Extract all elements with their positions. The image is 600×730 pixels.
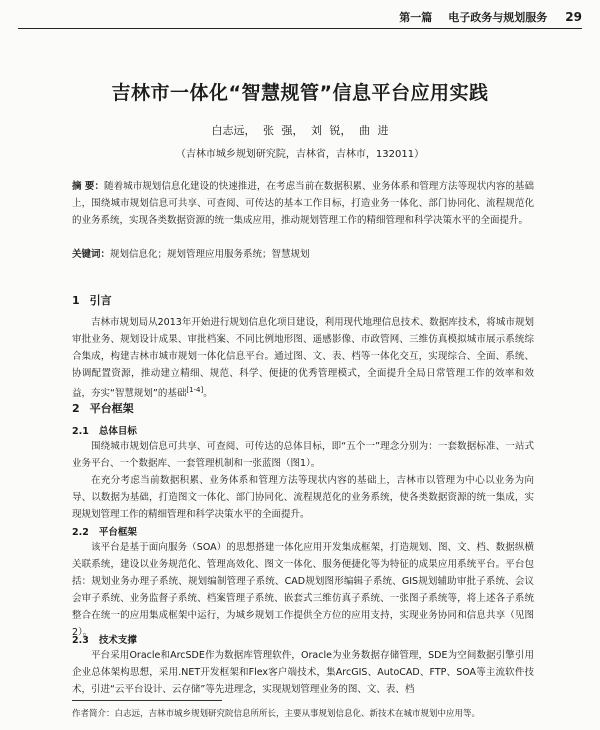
subsection-heading-goal xyxy=(72,423,137,437)
paper-title: 吉林市一体化“智慧规管”信息平台应用实践 xyxy=(111,82,489,104)
subsection-number: 2.1 xyxy=(72,426,89,437)
author-footnote: 作者简介：白志远，吉林市城乡规划研究院信息所所长，主要从事规划信息化、新技术在城市规划中应用等。 xyxy=(72,709,481,719)
subsection-title: 总体目标 xyxy=(98,426,137,437)
subsection-number: 2.2 xyxy=(72,527,89,538)
intro-paragraph xyxy=(72,314,534,402)
framework-paragraph: 该平台是基于面向服务（SOA）的思想搭建一体化应用开发集成框架，打造规划、图、文、档、数据纵横关联系统，建设以业务规范化、管理高效化、图文一体化、服务便捷化等为特征的成果应用系统平台。平台包括：规划业务办理子系统、规划编制管理子系统、CAD规划图形编辑子系统、GIS规划辅助审批子系统、会议会审子系统、业务监督子系统、档案管理子系统、嵌套式三维仿真子系统、一张图子系统等，将上述各子系统整合在统一的应用集成框架中运行，为城乡规划工作提供全方位的应用支持，实现业务协同和信息共享（见图2）。 xyxy=(72,542,534,638)
goal-paragraph-1: 围绕城市规划信息可共享、可查阅、可传达的总体目标，即“五个一”理念分别为：一套数据标准、一站式业务平台、一个数据库、一套管理机制和一张蓝图（图1）。 xyxy=(72,441,534,469)
section-heading-framework xyxy=(72,400,134,416)
subsection-title: 平台框架 xyxy=(98,527,137,538)
abstract xyxy=(72,178,534,229)
section-title: 平台框架 xyxy=(89,402,134,415)
page-number: 29 xyxy=(565,10,582,24)
section-number: 1 xyxy=(72,294,80,307)
chapter-label: 第一篇 xyxy=(399,11,433,24)
paper-affiliation: （吉林市城乡规划研究院，吉林省，吉林市，132011） xyxy=(175,149,425,160)
keywords-text: 规划信息化；规划管理应用服务系统；智慧规划 xyxy=(110,249,310,260)
abstract-label: 摘 要： xyxy=(72,181,105,192)
paper-authors: 白志远， 张 强， 刘 锐， 曲 进 xyxy=(211,124,389,137)
running-header xyxy=(18,6,582,29)
abstract-text: 随着城市规划信息化建设的快速推进，在考虑当前在数据积累、业务体系和管理方法等现状内容的基础上，围绕城市规划信息可共享、可查阅、可传达的基本工作目标，打造业务一体化、部门协同化、流程规范化的业务系统，实现各类数据资源的统一集成应用，推动规划管理工作的精细管理和科学决策水平的全面提升。 xyxy=(72,181,534,226)
subsection-heading-tech xyxy=(72,632,137,646)
subsection-title: 技术支撑 xyxy=(98,635,137,646)
tech-paragraph: 平台采用Oracle和ArcSDE作为数据库管理软件，Oracle为业务数据存储管理，SDE为空间数据引擎引用企业总体架构思想，采用.NET开发框架和Flex客户端技术，集ArcGIS、AutoCAD、FTP、SOA等主流软件技术，引进“云平台设计、云存储”等先进理念，实现规划管理业务的图、文、表、档 xyxy=(72,650,534,695)
section-number: 2 xyxy=(72,402,80,415)
keywords xyxy=(72,246,534,263)
citation: [1-4] xyxy=(186,386,204,394)
section-label: 电子政务与规划服务 xyxy=(448,11,548,24)
section-heading-intro xyxy=(72,292,112,308)
section-title: 引言 xyxy=(89,294,112,307)
intro-text: 吉林市规划局从2013年开始进行规划信息化项目建设，利用现代地理信息技术、数据库技术，将城市规划审批业务、规划设计成果、审批档案、不同比例地形图、遥感影像、市政管网、三维仿真模拟城市展示系统综合集成，构建吉林市城市规划一体化信息平台。通过图、文、表、档等一体化交互，实现综合、全面、系统、协调配置资源，推动建立精细、规范、科学、便捷的优秀管理模式，全面提升全局日常管理工作的效率和效益，夯实“智慧规划”的基础 xyxy=(72,317,534,400)
intro-tail: 。 xyxy=(203,388,213,400)
subsection-number: 2.3 xyxy=(72,635,89,646)
subsection-heading-framework xyxy=(72,524,137,538)
footnote-divider xyxy=(72,700,222,701)
keywords-label: 关键词： xyxy=(72,249,111,260)
goal-paragraph-2: 在充分考虑当前数据积累、业务体系和管理方法等现状内容的基础上，吉林市以管理为中心以业务为向导、以数据为基础，打造图文一体化、部门协同化、流程规范化的业务系统，使各类数据资源的统一集成，实现规划管理工作的精细管理和科学决策水平的全面提升。 xyxy=(72,475,534,520)
